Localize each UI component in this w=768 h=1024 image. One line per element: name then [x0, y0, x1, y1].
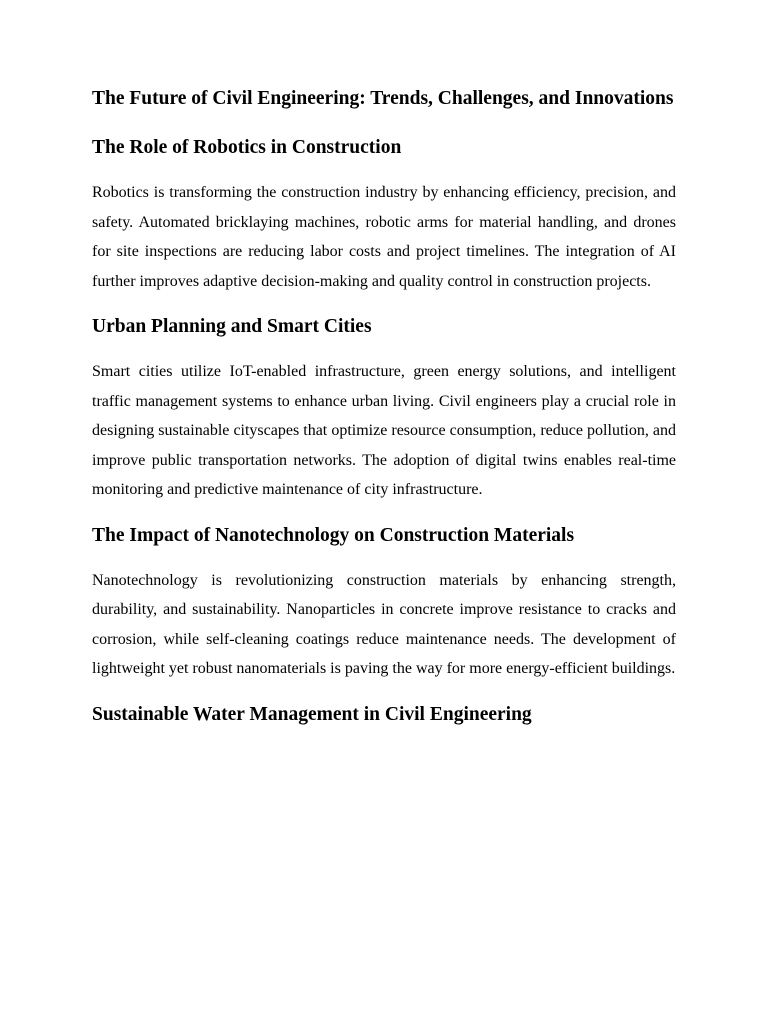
section-body-robotics: Robotics is transforming the construction industry by enhancing efficiency, precision, and safety. Automated bricklaying machines, robotic arms for material handling, and drones for site inspections are reducing labor costs and project timelines. The integration of AI further improves adaptive decision-making and quality control in construction projects. — [92, 184, 676, 290]
section-heading-water-management: Sustainable Water Management in Civil Engineering — [92, 703, 532, 725]
document-page — [92, 82, 676, 745]
section-body-smart-cities: Smart cities utilize IoT-enabled infrastructure, green energy solutions, and intelligent traffic management systems to enhance urban living. Civil engineers play a crucial role in designing sustainable cityscapes that optimize resource consumption, reduce pollution, and improve public transportation networks. The adoption of digital twins enables real-time monitoring and predictive maintenance of city infrastructure. — [92, 363, 676, 498]
section-heading-robotics: The Role of Robotics in Construction — [92, 137, 402, 158]
document-title: The Future of Civil Engineering: Trends, Challenges, and Innovations — [92, 88, 674, 109]
section-heading-nanotechnology: The Impact of Nanotechnology on Construction Materials — [92, 524, 575, 546]
section-heading-smart-cities: Urban Planning and Smart Cities — [92, 316, 372, 337]
section-body-nanotechnology: Nanotechnology is revolutionizing construction materials by enhancing strength, durability, and sustainability. Nanoparticles in concrete improve resistance to cracks and corrosion, while self-cleaning coatings reduce maintenance needs. The development of lightweight yet robust nanomaterials is paving the way for more energy-efficient buildings. — [92, 571, 676, 677]
